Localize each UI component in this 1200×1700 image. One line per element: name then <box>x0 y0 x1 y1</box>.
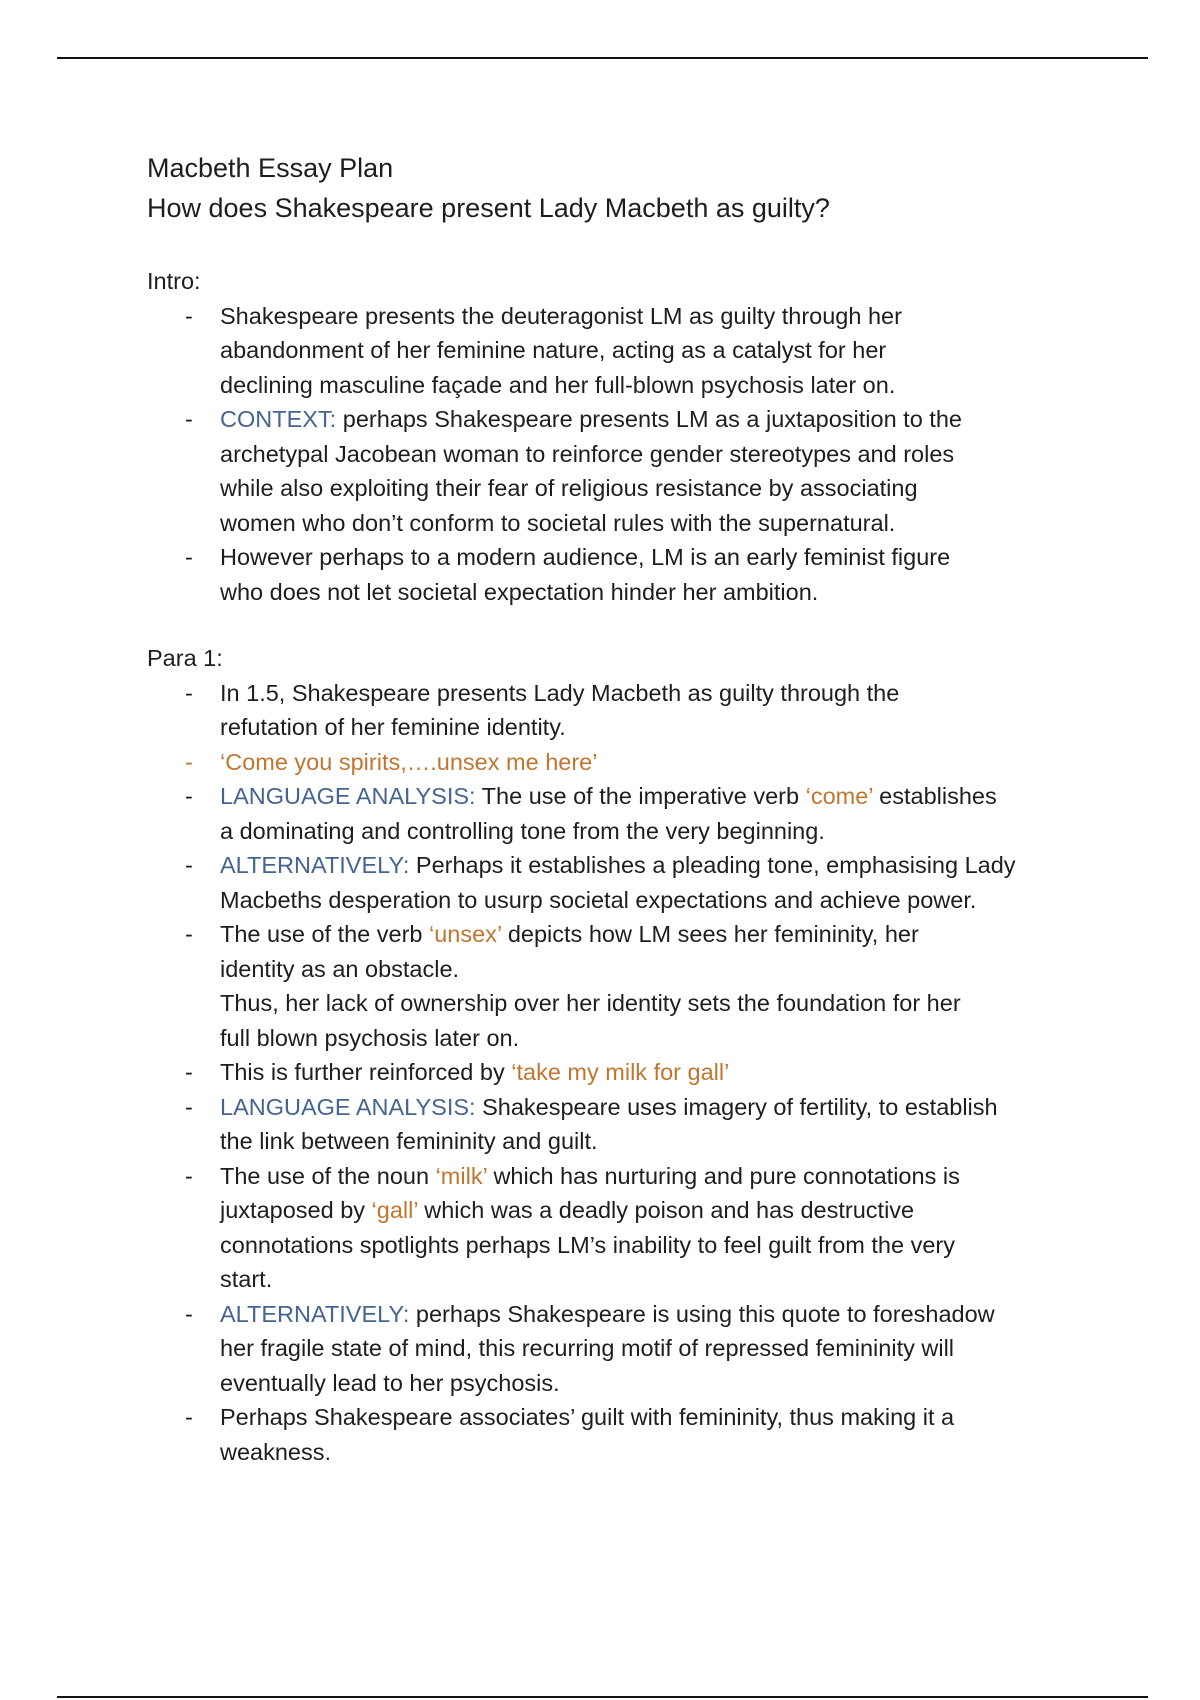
analysis-label: LANGUAGE ANALYSIS: <box>220 783 476 809</box>
text-segment: perhaps Shakespeare presents LM as a juxtaposition to the <box>336 406 962 432</box>
quotation: ‘milk’ <box>435 1162 487 1189</box>
bullet-item <box>147 779 1147 848</box>
text-segment: refutation of her feminine identity. <box>220 714 566 740</box>
bullet-item <box>147 299 1147 403</box>
text-segment: her fragile state of mind, this recurring motif of repressed femininity will <box>220 1335 955 1361</box>
text-segment: In 1.5, Shakespeare presents Lady Macbeth as guilty through the <box>220 679 900 706</box>
text-line <box>220 779 1147 814</box>
bullet-dash: - <box>185 748 193 775</box>
text-line <box>220 437 1147 472</box>
bullet-item <box>147 1400 1147 1469</box>
text-segment: Shakespeare uses imagery of fertility, to establish <box>475 1093 998 1120</box>
text-segment: declining masculine façade and her full-blown psychosis later on. <box>220 371 896 398</box>
bullet-dash: - <box>185 679 193 706</box>
text-line <box>220 952 1147 987</box>
bullet-dash: - <box>185 783 193 809</box>
bullet-item <box>147 1090 1147 1159</box>
text-segment: eventually lead to her psychosis. <box>220 1369 560 1396</box>
text-segment: full blown psychosis later on. <box>220 1024 520 1051</box>
text-segment: connotations spotlights perhaps LM’s inability to feel guilt from the very <box>220 1231 955 1258</box>
text-segment: The use of the imperative verb <box>475 783 806 809</box>
bullet-dash: - <box>185 1404 193 1430</box>
bullet-dash: - <box>185 544 193 570</box>
quotation: ‘Come you spirits,….unsex me here’ <box>220 748 598 775</box>
text-segment: However perhaps to a modern audience, LM is an early feminist figure <box>220 544 951 570</box>
bullet-item <box>147 917 1147 1055</box>
bullet-dash: - <box>185 921 193 947</box>
text-line <box>220 575 1147 610</box>
text-segment: women who don’t conform to societal rules with the supernatural. <box>220 509 896 536</box>
text-line <box>220 1055 1147 1090</box>
text-line <box>220 1090 1147 1125</box>
text-segment: perhaps Shakespeare is using this quote to foreshadow <box>409 1300 995 1327</box>
bullet-item <box>147 540 1147 609</box>
bullet-dash: - <box>185 1162 193 1189</box>
bullet-item <box>147 745 1147 780</box>
section-heading: Intro: <box>147 268 201 294</box>
quotation: ‘take my milk for gall’ <box>511 1059 730 1085</box>
text-segment: depicts how LM sees her femininity, her <box>501 921 919 947</box>
text-line <box>220 1228 1147 1263</box>
analysis-label: ALTERNATIVELY: <box>220 1300 410 1327</box>
bullet-item <box>147 1159 1147 1297</box>
bullet-dash: - <box>185 1059 193 1085</box>
bullet-item <box>147 402 1147 540</box>
text-line <box>220 986 1147 1021</box>
quotation: ‘come’ <box>805 783 873 809</box>
text-segment: Perhaps it establishes a pleading tone, emphasising Lady <box>409 852 1016 878</box>
bottom-page-rule <box>57 1696 1148 1698</box>
bullet-item <box>147 1297 1147 1401</box>
text-segment: This is further reinforced by <box>220 1059 512 1085</box>
text-segment: Macbeths desperation to usurp societal expectations and achieve power. <box>220 886 977 913</box>
text-line <box>220 471 1147 506</box>
text-segment: who does not let societal expectation hinder her ambition. <box>220 578 819 605</box>
text-segment: The use of the verb <box>220 921 430 947</box>
text-segment: which has nurturing and pure connotations is <box>486 1162 960 1189</box>
quotation: ‘unsex’ <box>429 921 502 947</box>
text-line <box>220 368 1147 403</box>
document-title: Macbeth Essay Plan <box>147 153 394 183</box>
text-line <box>220 1297 1147 1332</box>
bullet-item <box>147 1055 1147 1090</box>
section-intro <box>147 264 1147 609</box>
section-heading: Para 1: <box>147 645 223 671</box>
document-body <box>147 264 1147 1469</box>
bullet-dash: - <box>185 1093 193 1120</box>
text-line <box>220 1366 1147 1401</box>
text-segment: archetypal Jacobean woman to reinforce gender stereotypes and roles <box>220 440 955 467</box>
text-line <box>220 402 1147 437</box>
text-segment: weakness. <box>220 1438 332 1465</box>
top-page-rule <box>57 57 1148 59</box>
bullet-dash: - <box>185 302 193 329</box>
analysis-label: CONTEXT: <box>220 406 337 432</box>
text-line <box>220 1021 1147 1056</box>
text-line <box>220 745 1147 780</box>
text-segment: while also exploiting their fear of religious resistance by associating <box>220 475 918 501</box>
quotation: ‘gall’ <box>371 1197 418 1223</box>
text-line <box>220 710 1147 745</box>
bullet-item <box>147 676 1147 745</box>
text-line <box>220 917 1147 952</box>
text-segment: which was a deadly poison and has destructive <box>417 1197 915 1223</box>
text-segment: abandonment of her feminine nature, acting as a catalyst for her <box>220 337 887 363</box>
text-line <box>220 676 1147 711</box>
text-line <box>220 848 1147 883</box>
text-line <box>220 1400 1147 1435</box>
bullet-list <box>147 299 1147 610</box>
bullet-dash: - <box>185 1300 193 1327</box>
text-line <box>220 540 1147 575</box>
text-line <box>220 1124 1147 1159</box>
bullet-list <box>147 676 1147 1470</box>
text-line <box>220 1435 1147 1470</box>
text-segment: start. <box>220 1266 273 1292</box>
essay-question: How does Shakespeare present Lady Macbeth as guilty? <box>147 193 830 223</box>
analysis-label: LANGUAGE ANALYSIS: <box>220 1093 476 1120</box>
text-line <box>220 299 1147 334</box>
text-line <box>220 814 1147 849</box>
text-segment: identity as an obstacle. <box>220 955 460 982</box>
text-segment: The use of the noun <box>220 1162 436 1189</box>
bullet-dash: - <box>185 852 193 878</box>
text-segment: Shakespeare presents the deuteragonist LM as guilty through her <box>220 302 902 329</box>
text-segment: juxtaposed by <box>220 1197 372 1223</box>
text-line <box>220 506 1147 541</box>
text-segment: establishes <box>872 783 997 809</box>
text-segment: Perhaps Shakespeare associates’ guilt with femininity, thus making it a <box>220 1404 955 1430</box>
text-line <box>220 1159 1147 1194</box>
text-line <box>220 1331 1147 1366</box>
bullet-dash: - <box>185 406 193 432</box>
text-line <box>220 883 1147 918</box>
section-para-1 <box>147 641 1147 1469</box>
text-segment: Thus, her lack of ownership over her identity sets the foundation for her <box>220 990 961 1016</box>
text-line <box>220 1262 1147 1297</box>
bullet-item <box>147 848 1147 917</box>
document-page <box>147 148 1147 1469</box>
analysis-label: ALTERNATIVELY: <box>220 852 410 878</box>
text-segment: a dominating and controlling tone from the very beginning. <box>220 817 825 844</box>
text-line <box>220 333 1147 368</box>
text-segment: the link between femininity and guilt. <box>220 1128 598 1154</box>
text-line <box>220 1193 1147 1228</box>
